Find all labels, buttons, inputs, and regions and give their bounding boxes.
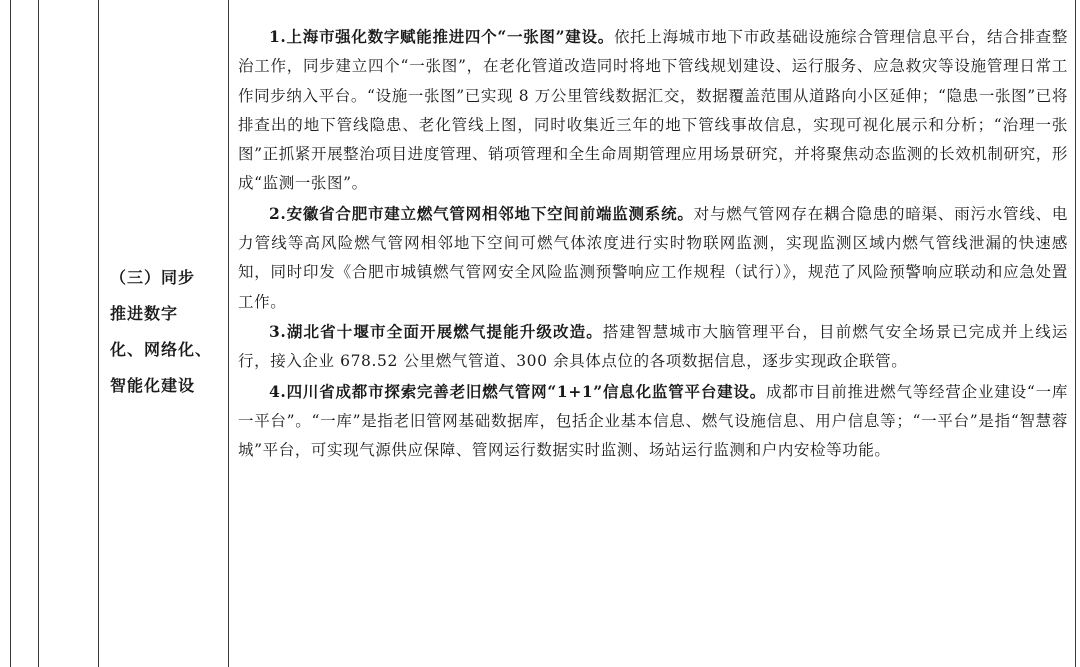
case-paragraph [238,377,1068,466]
case-paragraph [238,317,1068,377]
case-body: 成都市目前推进燃气等经营企业建设“一库一平台”。“一库”是指老旧管网基础数据库，包括企业基本信息、燃气设施信息、用户信息等；“一平台”是指“智慧蓉城”平台，可实现气源供应保障、管网运行数据实时监测、场站运行监测和户内安检等功能。 [238,382,1068,460]
row-label-cell [98,0,228,667]
case-heading: 3.湖北省十堰市全面开展燃气提能升级改造。 [269,321,603,341]
table-border-left [10,0,11,667]
row-label-line: 推进数字 [110,304,179,323]
case-paragraph [238,22,1068,199]
case-heading: 4.四川省成都市探索完善老旧燃气管网“1+1”信息化监管平台建设。 [269,381,767,401]
case-body: 依托上海城市地下市政基础设施综合管理信息平台，结合排查整治工作，同步建立四个“一张图”，在老化管道改造同时将地下管线规划建设、运行服务、应急救灾等设施管理日常工作同步纳入平台。“设施一张图”已实现 8 万公里管线数据汇交，数据覆盖范围从道路向小区延伸；“隐患一张图”已将排查出的地下管线隐患、老化管线上图，同时收集近三年的地下管线事故信息，实现可视化展示和分析；“治理一张图”正抓紧开展整治项目进度管理、销项管理和全生命周期管理应用场景研究，并将聚焦动态监测的长效机制研究，形成“监测一张图”。 [238,28,1068,193]
table-column-divider [228,0,229,667]
row-label-line: 智能化建设 [110,376,196,395]
table-column-divider [38,0,39,667]
case-body: 对与燃气管网存在耦合隐患的暗渠、雨污水管线、电力管线等高风险燃气管网相邻地下空间可燃气体浓度进行实时物联网监测，实现监测区域内燃气管线泄漏的快速感知，同时印发《合肥市城镇燃气管网安全风险监测预警响应工作规程（试行）》，规范了风险预警响应联动和应急处置工作。 [238,204,1068,311]
case-heading: 1.上海市强化数字赋能推进四个“一张图”建设。 [269,27,614,46]
case-paragraph [238,199,1068,317]
row-label-line: 化、网络化、 [110,340,213,359]
row-label-line: （三）同步 [110,268,196,287]
row-label [110,260,222,404]
case-heading: 2.安徽省合肥市建立燃气管网相邻地下空间前端监测系统。 [269,203,694,223]
table-border-right [1075,0,1076,667]
case-body: 搭建智慧城市大脑管理平台，目前燃气安全场景已完成并上线运行，接入企业 678.52 公里燃气管道、300 余具体点位的各项数据信息，逐步实现政企联管。 [238,322,1068,371]
content-cell [238,22,1068,465]
